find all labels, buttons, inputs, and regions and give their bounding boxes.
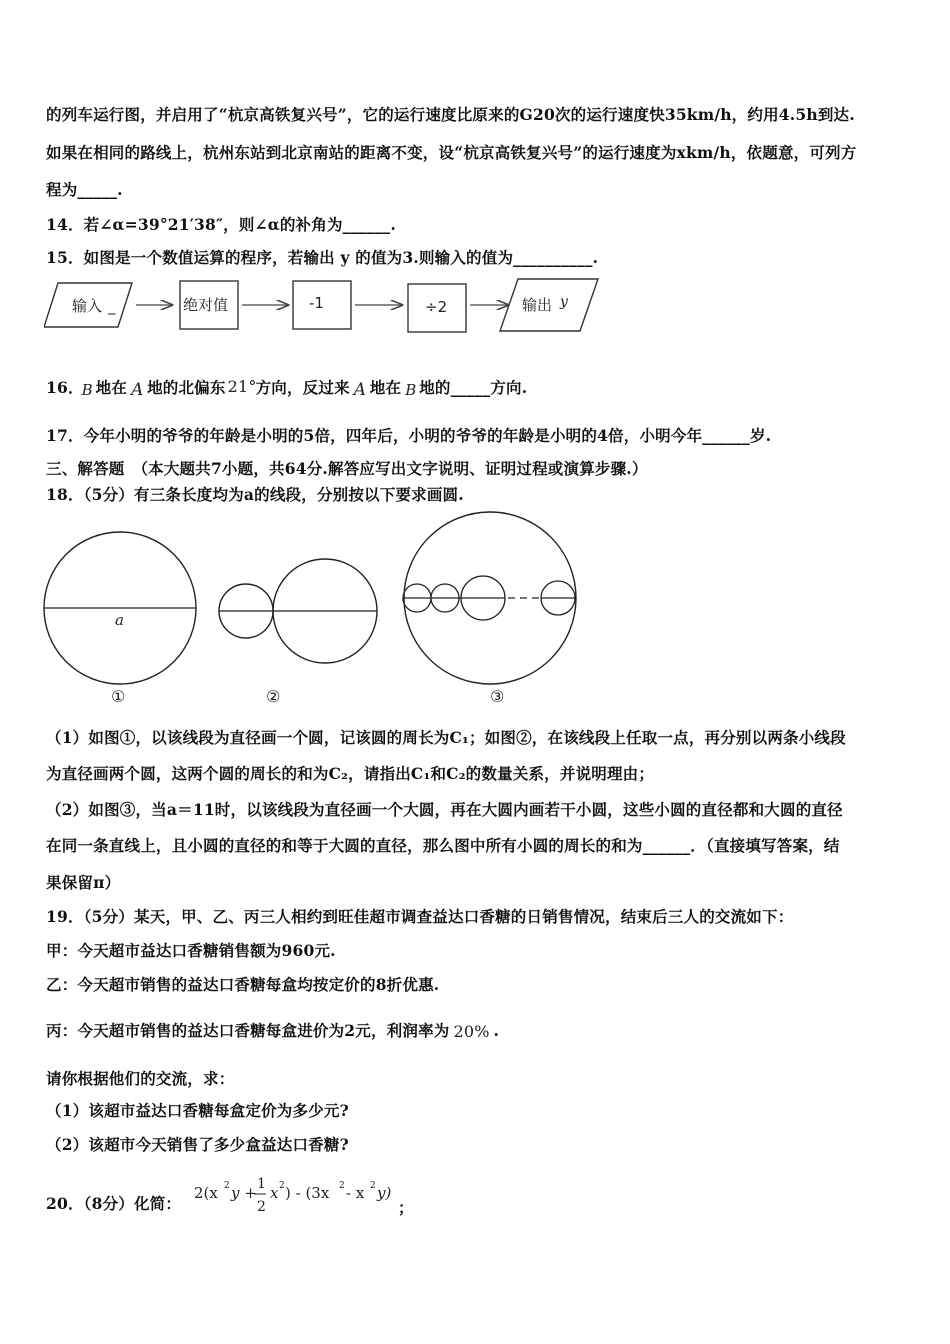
flow-minus-label: -1 [309,294,324,312]
formula-part: 2(x [194,1184,218,1202]
flow-divide-label: ÷2 [425,298,448,316]
question-17: 17．今年小明的爷爷的年龄是小明的5倍，四年后，小明的爷爷的年龄是小明的4倍，小明今年______岁. [46,426,772,445]
q16-text: 地的北偏东 [147,378,226,397]
question-18-part2-c: 果保留π） [46,873,121,892]
formula-exponent: 2 [370,1181,376,1191]
q16-point-a: A [131,380,144,400]
question-18-part2-a: （2）如图③，当a＝11时，以该线段为直径画一个大圆，再在大圆内画若干小圆，这些小圆的直径都和大圆的直径 [46,800,843,819]
figure-caption-1: ① [111,687,126,706]
figure-3 [403,512,576,706]
question-14: 14．若∠α=39°21′38″，则∠α的补角为______. [46,215,396,234]
q19-bing-text: 丙：今天超市销售的益达口香糖每盒进价为2元，利润率为 [46,1021,450,1040]
q16-text: 地在 [95,378,128,397]
q16-point-b: B [405,381,417,399]
formula-part: y + [231,1184,257,1202]
q16-text: 地的_____方向. [419,378,528,397]
formula-denominator: 2 [257,1199,266,1215]
question-18-part1-a: （1）如图①，以该线段为直径画一个圆，记该圆的周长为C₁；如图②，在该线段上任取一点，再分别以两条小线段 [46,728,846,747]
flow-output-label: 输出 [522,296,553,314]
formula-exponent: 2 [224,1181,230,1191]
section-heading: 三、解答题 （本大题共7小题，共64分.解答应写出文字说明、证明过程或演算步骤.） [46,459,648,478]
svg-text:_: _ [108,297,116,315]
figure-1 [44,532,196,706]
question-16 [46,376,527,398]
formula-part: ) - (3x [285,1184,330,1202]
figure-caption-2: ② [266,687,281,706]
q16-text: 16． [46,378,84,397]
q20-end: ； [398,1198,414,1217]
q19-yi: 乙：今天超市销售的益达口香糖每盒均按定价的8折优惠. [46,975,440,994]
flow-abs-box [180,281,238,329]
question-19: 19．（5分）某天，甲、乙、丙三人相约到旺佳超市调查益达口香糖的日销售情况，结束后三人的交流如下： [46,907,794,926]
figure-caption-3: ③ [490,687,505,706]
question-20: 20．（8分）化简： [46,1194,182,1213]
flow-output-box [500,279,598,331]
flow-divide-box [408,284,466,332]
formula-part: y) [377,1184,392,1202]
q19-part1: （1）该超市益达口香糖每盒定价为多少元? [46,1101,349,1120]
q16-point-b: B [81,381,93,399]
question-18-part1-b: 为直径画两个圆，这两个圆的周长的和为C₂，请指出C₁和C₂的数量关系，并说明理由； [46,764,655,783]
simplify-expression [186,1170,406,1220]
q19-profit-rate: 20% [453,1022,490,1041]
formula-exponent: 2 [339,1181,345,1191]
text-line-1: 的列车运行图，并启用了“杭京高铁复兴号”，它的运行速度比原来的G20次的运行速度快35km/h，约用4.5h到达. [46,105,855,124]
text-line-2: 如果在相同的路线上，杭州东站到北京南站的距离不变，设“杭京高铁复兴号”的运行速度为xkm/h，依题意，可列方 [46,143,857,162]
q19-jia: 甲：今天超市益达口香糖销售额为960元. [46,941,336,960]
q16-point-a: A [353,380,367,400]
q19-bing [46,1019,499,1041]
formula-numerator: 1 [257,1176,266,1192]
flow-output-var: y [560,294,568,310]
flow-abs-label: 绝对值 [183,296,229,314]
question-18-part2-b: 在同一条直线上，且小圆的直径的和等于大圆的直径，那么图中所有小圆的周长的和为______．（直接填写答案，结 [46,836,840,855]
q19-ask: 请你根据他们的交流，求： [46,1069,235,1088]
q19-part2: （2）该超市今天销售了多少盒益达口香糖? [46,1135,349,1154]
program-flowchart [44,276,604,336]
q19-bing-end: . [493,1021,500,1040]
flow-input-box [44,283,132,327]
question-18: 18．（5分）有三条长度均为a的线段，分别按以下要求画圆. [46,485,464,504]
flow-input-label: 输入 [72,297,103,315]
figure-2 [219,559,377,706]
text-line-3: 程为_____. [46,180,123,199]
flow-minus-box [293,281,351,329]
question-15: 15．如图是一个数值运算的程序，若输出 y 的值为3.则输入的值为__________. [46,248,599,267]
formula-part: x [270,1184,279,1202]
formula-exponent: 2 [279,1181,285,1191]
formula-part: - x [346,1184,365,1202]
q16-text: 地在 [369,378,402,397]
segment-label-a: a [115,611,124,629]
q16-angle: 21° [227,377,257,396]
circle-figures [40,510,590,715]
q16-text: 方向，反过来 [255,378,350,397]
